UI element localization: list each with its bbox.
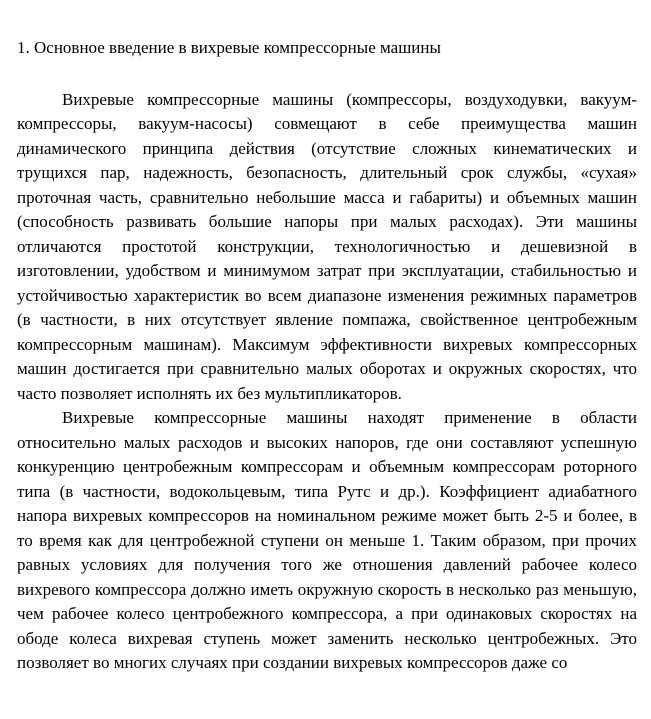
section-heading: 1. Основное введение в вихревые компрессорные машины bbox=[17, 38, 441, 57]
document-page bbox=[17, 36, 637, 676]
paragraph: Вихревые компрессорные машины (компрессоры, воздуходувки, вакуум-компрессоры, вакуум-насосы) совмещают в себе преимущества машин динамического принципа действия (отсутствие сложных кинематических и трущихся пар, надежность, безопасность, длительный срок службы, «сухая» проточная часть, сравнительно небольшие масса и габариты) и объемных машин (способность развивать большие напоры при малых расходах). Эти машины отличаются простотой конструкции, технологичностью и дешевизной в изготовлении, удобством и минимумом затрат при эксплуатации, стабильностью и устойчивостью характеристик во всем диапазоне изменения режимных параметров (в частности, в них отсутствует явление помпажа, свойственное центробежным компрессорным машинам). Максимум эффективности вихревых компрессорных машин достигается при сравнительно малых оборотах и окружных скоростях, что часто позволяет исполнять их без мультипликаторов. bbox=[17, 89, 637, 403]
paragraph: Вихревые компрессорные машины находят применение в области относительно малых расходов и высоких напоров, где они составляют успешную конкуренцию центробежным компрессорам и объемным компрессорам роторного типа (в частности, водокольцевым, типа Рутс и др.). Коэффициент адиабатного напора вихревых компрессоров на номинальном режиме может быть 2-5 и более, в то время как для центробежной ступени он меньше 1. Таким образом, при прочих равных условиях для получения того же отношения давлений рабочее колесо вихревого компрессора должно иметь окружную скорость в несколько раз меньшую, чем рабочее колесо центробежного компрессора, а при одинаковых скоростях на ободе колеса вихревая ступень может заменить несколько центробежных. Это позволяет во многих случаях при создании вихревых компрессоров даже со bbox=[17, 408, 637, 672]
